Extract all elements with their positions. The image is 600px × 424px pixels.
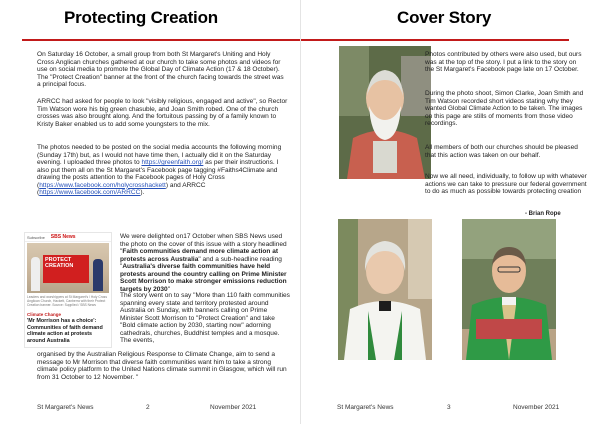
cover-paragraph-1: [425, 51, 587, 74]
story-paragraph-continued: [37, 351, 289, 381]
side-mid: " and a sub-headline reading ": [120, 255, 282, 270]
footer-page-number: 2: [146, 404, 150, 411]
paragraph-1-text: On Saturday 16 October, a small group from both St Margaret's Uniting and Holy Cross Anglican churches gathered at our church to take some photos and videos for use on social media to promote the Global Day of Climate Action (17 & 18 October). The "Protect Creation" banner at the front of the church facing towards the street was a principal focus.: [37, 51, 284, 88]
news-kicker: Climate Change: [27, 312, 62, 317]
paragraph-1: [37, 51, 289, 89]
paragraph-2: [37, 98, 289, 128]
cover-paragraph-3-text: All members of both our churches should be pleased that this action was taken on our behalf.: [425, 144, 578, 159]
story-text-continued: organised by the Australian Religious Response to Climate Change, aim to send a message to Mr Morrison that diverse faith communities want him to take a strong climate policy platform to the United Nations climate summit in Glasgow, which will run from 31 October to 12 November. ": [37, 351, 287, 381]
paragraph-3-text-c: ) and ARRCC (: [37, 181, 206, 196]
cover-paragraph-4-text: Now we all need, individually, to follow up with whatever actions we can take to pressure our federal government to do as much as possible towards protecting creation: [425, 173, 587, 195]
page-title: Cover Story: [397, 8, 492, 27]
footer-publication: St Margaret's News: [337, 404, 394, 411]
news-caption: Leaders and worshippers at St Margaret's / Holy Cross Anglican Church, Hackett, Canberra with their Protect Creation banner. Source: Supplied / SBS News: [27, 295, 107, 307]
title-rule: [22, 39, 300, 41]
paragraph-3-text-b: as per their instructions. I also put them all on the St Margaret's Facebook page tagging #Faiths4Climate and drawing the posts attention to the Facebook pages of Holy Cross (: [37, 159, 279, 189]
portrait-man-green-chasuble: [462, 219, 556, 360]
news-headline: 'Mr Morrison has a choice': Communities of faith demand climate action at protests around Australia: [27, 318, 103, 344]
title-rule: [301, 39, 569, 41]
holycross-facebook-link[interactable]: https://www.facebook.com/holycrosshackett: [39, 181, 166, 189]
greenfaith-link[interactable]: https://greenfaith.org/: [141, 159, 204, 166]
paragraph-3: [37, 144, 289, 197]
cover-paragraph-2: [425, 90, 587, 128]
page-title: Protecting Creation: [64, 8, 218, 27]
cover-paragraph-4: [425, 173, 587, 196]
news-photo: [27, 243, 109, 293]
signature: - Brian Rope: [525, 211, 561, 217]
paragraph-2-text: ARRCC had asked for people to look "visibly religious, engaged and active", so Rector Tim Watson wore his big green chasuble, and Joan Smith robed. One of the church crosses was also brought along. And the fortuitous passing by of a family known to Kristy Baker enabled us to add some youngsters to the mix.: [37, 98, 288, 128]
paragraph-3-text-a: The photos needed to be posted on the social media accounts the following morning (Sunday 17th) but, as I would not have time then, I actually did it on the Saturday evening. I uploaded three photos to: [37, 144, 282, 166]
robed-figure: [31, 257, 40, 291]
sbs-logo: SBS News: [50, 234, 76, 240]
portrait-bearded-man: [339, 46, 431, 179]
side-paragraph: [120, 233, 290, 293]
subscribe-label: Subscribe: [27, 234, 45, 240]
protect-creation-banner: PROTECT CREATION: [43, 255, 89, 283]
side-end: ": [167, 285, 171, 293]
sbs-subheadline-quote: Australia's diverse faith communities have held protests around the country calling on Prime Minister Scott Morrison to make stronger emissions reduction targets by 2030: [120, 263, 287, 293]
portrait-robed-woman: [338, 219, 432, 360]
cover-paragraph-2-text: During the photo shoot, Simon Clarke, Joan Smith and Tim Watson recorded short videos stating why they wanted Global Climate Action to be taken. The images on this page are stills of moments from those video recordings.: [425, 90, 584, 127]
cover-paragraph-3: [425, 144, 587, 159]
footer-page-number: 3: [447, 404, 451, 411]
footer-publication: St Margaret's News: [37, 404, 94, 411]
sbs-headline-quote: Faith communities demand more climate action at protests across Australia: [120, 248, 279, 263]
page-3: [300, 0, 600, 424]
story-text: The story went on to say "More than 110 faith communities spanning every state and territory protested around Australia on Sunday, with banners calling on Prime Minister Scott Morrison to "Protect Creation" and take "Bold climate action by 2030, starting now" adorning cathedrals, churches, Buddhist temples and a mosque. The events,: [120, 292, 290, 344]
person-figure: [93, 259, 103, 291]
story-paragraph: [120, 292, 290, 345]
footer-date: November 2021: [210, 404, 257, 411]
arrcc-facebook-link[interactable]: https://www.facebook.com/ARRCC: [39, 189, 141, 196]
photo-tim-watson: [462, 219, 556, 360]
news-header: [25, 233, 111, 242]
footer-date: November 2021: [513, 404, 560, 411]
cover-paragraph-1-text: Photos contributed by others were also used, but ours was at the top of the story. I put a link to the story on the St Margaret's Facebook page late on 17 October.: [425, 51, 582, 73]
photo-simon-clarke: [339, 46, 431, 179]
side-intro: We were delighted on17 October when SBS News used the photo on the cover of this issue with a story headlined ": [120, 233, 287, 255]
sbs-news-screenshot: [24, 232, 112, 348]
paragraph-3-text-d: ).: [140, 189, 145, 196]
photo-joan-smith: [338, 219, 432, 360]
